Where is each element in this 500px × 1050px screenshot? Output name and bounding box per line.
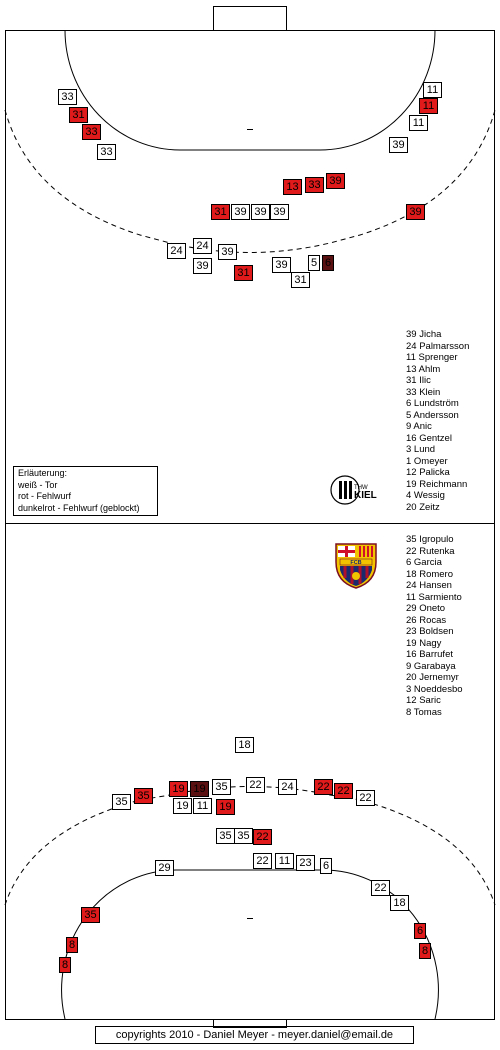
- roster-entry: 13 Ahlm: [406, 363, 441, 375]
- roster-entry: 9 Anic: [406, 421, 432, 432]
- roster-entry: 16 Barrufet: [406, 649, 453, 660]
- roster-entry: 19 Nagy: [406, 637, 442, 649]
- shot-marker-goal: 11: [275, 853, 294, 869]
- roster-entry: 3 Noeddesbo: [406, 683, 463, 695]
- shot-marker-goal: 31: [291, 272, 310, 288]
- shot-marker-goal: 33: [97, 144, 116, 160]
- kiel-roster: [406, 329, 469, 513]
- roster-entry: 12 Palicka: [406, 467, 450, 478]
- shot-marker-miss: 39: [326, 173, 345, 189]
- shot-marker-goal: 29: [155, 860, 174, 876]
- roster-entry: 6 Garcia: [406, 557, 442, 568]
- roster-entry: 22 Rutenka: [406, 545, 455, 557]
- shot-marker-miss: 22: [334, 783, 353, 799]
- roster-entry: 4 Wessig: [406, 490, 445, 501]
- shot-marker-goal: 18: [235, 737, 254, 753]
- thw-kiel-logo: [330, 475, 382, 505]
- shot-marker-goal: 35: [216, 828, 235, 844]
- shot-marker-miss: 8: [66, 937, 78, 953]
- roster-entry: 9 Garabaya: [406, 660, 456, 672]
- kiel-logo-small: THW: [354, 485, 368, 491]
- shot-marker-miss: 8: [59, 957, 71, 973]
- shot-marker-goal: 24: [167, 243, 186, 259]
- shot-marker-block: 6: [322, 255, 334, 271]
- shot-marker-miss: 35: [134, 788, 153, 804]
- shot-marker-goal: 22: [253, 853, 272, 869]
- roster-entry: 20 Zeitz: [406, 501, 440, 513]
- roster-entry: 1 Omeyer: [406, 455, 448, 467]
- shot-marker-miss: 33: [82, 124, 101, 140]
- legend-title: Erläuterung:: [18, 468, 68, 478]
- shot-marker-miss: 8: [419, 943, 431, 959]
- shot-marker-goal: 24: [278, 779, 297, 795]
- kiel-logo-text: KIEL: [354, 490, 377, 501]
- shot-marker-goal: 39: [231, 204, 250, 220]
- roster-entry: 24 Hansen: [406, 580, 452, 591]
- shot-marker-miss: 22: [314, 779, 333, 795]
- shot-marker-goal: 23: [296, 855, 315, 871]
- shot-marker-goal: 18: [390, 895, 409, 911]
- roster-entry: 20 Jernemyr: [406, 672, 459, 683]
- legend-white: weiß - Tor: [18, 479, 58, 490]
- shot-marker-goal: 39: [389, 137, 408, 153]
- shot-marker-miss: 31: [69, 107, 88, 123]
- shot-marker-goal: 19: [173, 798, 192, 814]
- shot-marker-goal: 39: [272, 257, 291, 273]
- shot-marker-goal: 22: [246, 777, 265, 793]
- shot-marker-goal: 6: [320, 858, 332, 874]
- shot-marker-miss: 31: [211, 204, 230, 220]
- shot-marker-goal: 39: [251, 204, 270, 220]
- roster-entry: 19 Reichmann: [406, 478, 468, 490]
- shot-marker-miss: 13: [283, 179, 302, 195]
- shot-marker-goal: 11: [423, 82, 442, 98]
- roster-entry: 33 Klein: [406, 386, 441, 398]
- fcb-logo-text: FCB: [350, 560, 362, 566]
- roster-entry: 39 Jicha: [406, 329, 442, 340]
- shot-marker-miss: 35: [81, 907, 100, 923]
- roster-entry: 16 Gentzel: [406, 432, 452, 444]
- shot-marker-goal: 22: [356, 790, 375, 806]
- roster-entry: 5 Andersson: [406, 409, 459, 421]
- shot-marker-goal: 24: [193, 238, 212, 254]
- shot-marker-goal: 22: [371, 880, 390, 896]
- shot-marker-goal: 39: [270, 204, 289, 220]
- shot-marker-miss: 22: [253, 829, 272, 845]
- shot-marker-goal: 33: [58, 89, 77, 105]
- shot-marker-goal: 35: [234, 828, 253, 844]
- shot-marker-goal: 39: [218, 244, 237, 260]
- roster-entry: 18 Romero: [406, 568, 453, 580]
- legend-darkred: dunkelrot - Fehlwurf (geblockt): [18, 502, 140, 513]
- legend-box: [13, 466, 158, 516]
- fc-barcelona-logo: [332, 540, 380, 590]
- shot-marker-goal: 5: [308, 255, 320, 271]
- shot-marker-miss: 6: [414, 923, 426, 939]
- shot-marker-goal: 35: [112, 794, 131, 810]
- shot-marker-miss: 33: [305, 177, 324, 193]
- roster-entry: 6 Lundström: [406, 398, 459, 409]
- shot-marker-goal: 11: [409, 115, 428, 131]
- shot-marker-block: 19: [190, 781, 209, 797]
- roster-entry: 24 Palmarsson: [406, 340, 470, 352]
- shot-marker-goal: 35: [212, 779, 231, 795]
- shot-marker-miss: 19: [169, 781, 188, 797]
- shot-marker-miss: 19: [216, 799, 235, 815]
- shot-marker-miss: 11: [419, 98, 438, 114]
- barcelona-roster: [406, 534, 463, 718]
- roster-entry: 11 Sprenger: [406, 352, 458, 363]
- copyright-footer: copyrights 2010 - Daniel Meyer - meyer.daniel@email.de: [95, 1026, 414, 1044]
- roster-entry: 23 Boldsen: [406, 626, 454, 637]
- roster-entry: 31 Ilic: [406, 375, 431, 386]
- roster-entry: 8 Tomas: [406, 706, 442, 718]
- roster-entry: 35 Igropulo: [406, 534, 454, 545]
- roster-entry: 26 Rocas: [406, 614, 447, 626]
- roster-entry: 3 Lund: [406, 444, 436, 455]
- shot-marker-goal: 11: [193, 798, 212, 814]
- shot-marker-miss: 31: [234, 265, 253, 281]
- roster-entry: 12 Saric: [406, 695, 441, 706]
- shot-marker-goal: 39: [193, 258, 212, 274]
- shot-marker-miss: 39: [406, 204, 425, 220]
- roster-entry: 29 Oneto: [406, 603, 446, 614]
- legend-red: rot - Fehlwurf: [18, 491, 72, 501]
- roster-entry: 11 Sarmiento: [406, 591, 462, 603]
